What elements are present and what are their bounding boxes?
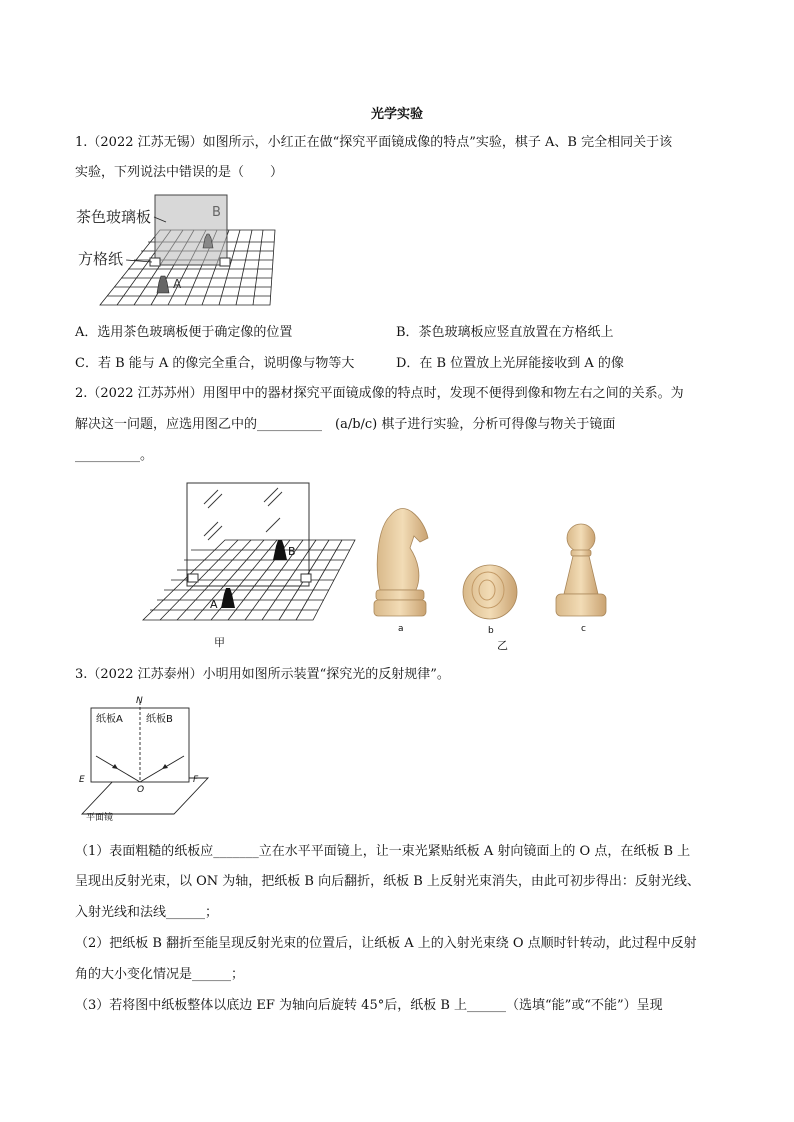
pawn-piece-c bbox=[556, 524, 606, 616]
knight-piece-a bbox=[374, 509, 428, 616]
ball-piece-b bbox=[463, 565, 517, 619]
q3-part3-line1: （3）若将图中纸板整体以底边 EF 为轴向后旋转 45°后，纸板 B 上______（选填“能”或“不能”）呈现 bbox=[75, 998, 663, 1013]
q3-stem: 3.（2022 江苏泰州）小明用如图所示装置“探究光的反射规律”。 bbox=[75, 667, 450, 682]
q3-part1-line2: 呈现出反射光束，以 ON 为轴，把纸板 B 向后翻折，纸板 B 上反射光束消失，由此可初步得出：反射光线、 bbox=[75, 874, 700, 889]
glass-holder-left bbox=[188, 574, 198, 582]
q2-stem-line2: 解决这一问题，应选用图乙中的__________ (a/b/c) 棋子进行实验，分析可得像与物关于镜面 bbox=[75, 417, 616, 432]
label-plane-mirror: 平面镜 bbox=[86, 813, 114, 823]
q1-option-a: A．选用茶色玻璃板便于确定像的位置 bbox=[75, 325, 293, 340]
q2-stem-line3: __________。 bbox=[75, 448, 154, 463]
label-grid-paper: 方格纸 bbox=[78, 250, 124, 268]
label-board-a: 纸板A bbox=[96, 714, 123, 725]
chess-piece-a bbox=[157, 276, 169, 293]
q1-stem-line2: 实验，下列说法中错误的是（ ） bbox=[75, 165, 284, 180]
q2-figure-jia bbox=[138, 478, 368, 653]
page-title: 光学实验 bbox=[370, 107, 423, 122]
label-b: B bbox=[288, 545, 296, 558]
label-a: A bbox=[173, 277, 182, 291]
caption-jia: 甲 bbox=[214, 636, 225, 649]
label-n: N bbox=[136, 696, 143, 706]
label-a: A bbox=[210, 598, 218, 611]
q1-figure bbox=[70, 190, 290, 310]
label-tinted-glass: 茶色玻璃板 bbox=[76, 208, 152, 226]
q2-figure-yi bbox=[366, 498, 646, 653]
caption-yi: 乙 bbox=[497, 639, 508, 652]
glass-holder-right bbox=[220, 258, 230, 266]
q1-option-c: C．若 B 能与 A 的像完全重合，说明像与物等大 bbox=[75, 356, 355, 371]
q3-part2-line1: （2）把纸板 B 翻折至能呈现反射光束的位置后，让纸板 A 上的入射光束绕 O 点顺时针转动，此过程中反射 bbox=[75, 936, 697, 951]
glass-reflection-marks bbox=[204, 488, 282, 540]
grid-paper bbox=[143, 540, 355, 620]
label-board-b: 纸板B bbox=[146, 714, 173, 725]
q3-part2-line2: 角的大小变化情况是______； bbox=[75, 967, 245, 982]
label-a: a bbox=[398, 624, 404, 634]
q3-figure bbox=[74, 696, 214, 826]
q1-stem-line1: 1.（2022 江苏无锡）如图所示，小红正在做“探究平面镜成像的特点”实验，棋子 A、B 完全相同关于该 bbox=[75, 135, 673, 150]
label-c: c bbox=[581, 624, 586, 634]
glass-holder-right bbox=[301, 574, 311, 582]
q1-option-b: B．茶色玻璃板应竖直放置在方格纸上 bbox=[396, 325, 614, 340]
label-b: b bbox=[488, 626, 494, 636]
q3-part1-line3: 入射光线和法线______； bbox=[75, 905, 219, 920]
q2-stem-line1: 2.（2022 江苏苏州）用图甲中的器材探究平面镜成像的特点时，发现不便得到像和物左右之间的关系。为 bbox=[75, 386, 684, 401]
q3-part1-line1: （1）表面粗糙的纸板应_______立在水平平面镜上，让一束光紧贴纸板 A 射向镜面上的 O 点，在纸板 B 上 bbox=[75, 844, 691, 859]
label-b: B bbox=[212, 205, 221, 220]
plane-mirror bbox=[82, 778, 208, 814]
q1-option-d: D．在 B 位置放上光屏能接收到 A 的像 bbox=[396, 356, 624, 371]
label-o: O bbox=[137, 785, 145, 795]
chess-piece-a bbox=[221, 588, 235, 608]
label-f: F bbox=[193, 775, 199, 785]
label-e: E bbox=[79, 775, 85, 785]
